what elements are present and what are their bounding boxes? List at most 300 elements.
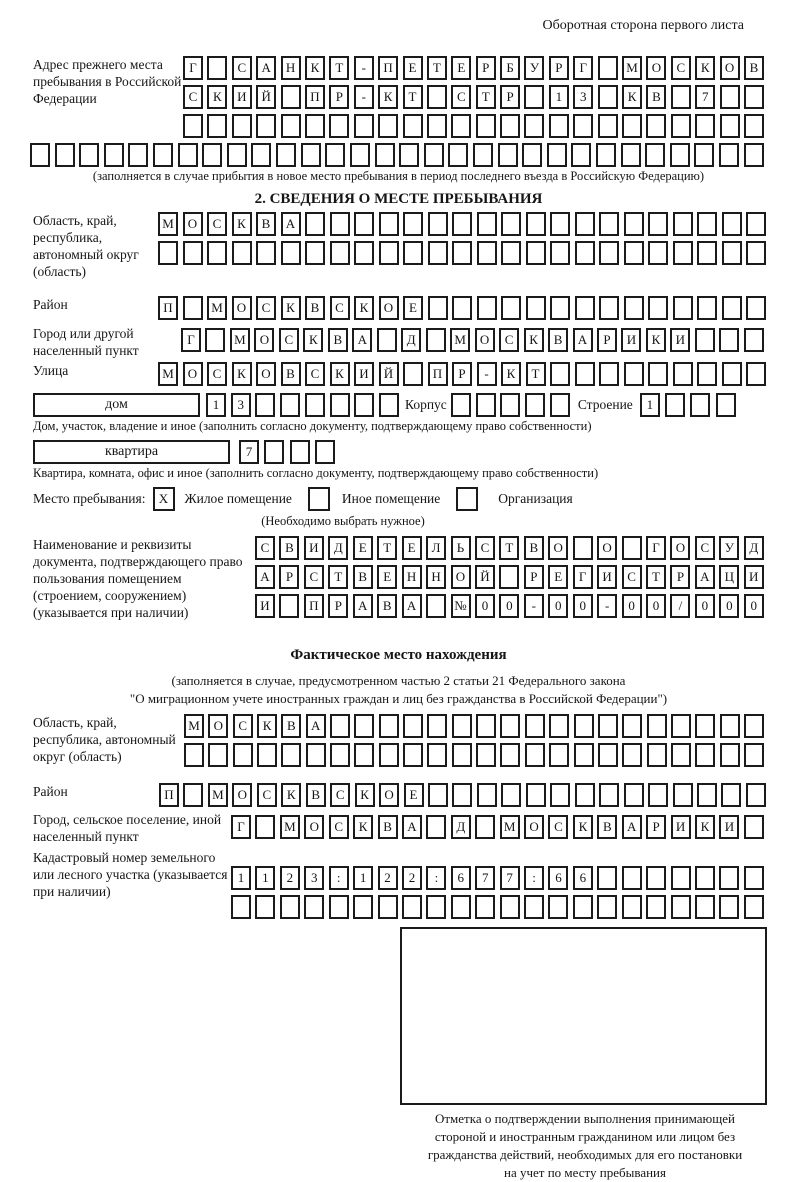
char-cell[interactable] — [231, 895, 251, 919]
char-cell[interactable]: Р — [452, 362, 472, 386]
char-cell[interactable]: С — [475, 536, 495, 560]
char-cell[interactable] — [598, 114, 618, 138]
char-cell[interactable] — [475, 815, 495, 839]
char-cell[interactable]: Й — [379, 362, 399, 386]
char-cell[interactable] — [183, 241, 203, 265]
char-cell[interactable]: - — [597, 594, 617, 618]
char-cell[interactable]: М — [500, 815, 520, 839]
char-cell[interactable] — [671, 85, 691, 109]
char-cell[interactable] — [227, 143, 247, 167]
char-cell[interactable]: А — [281, 212, 301, 236]
char-cell[interactable] — [280, 393, 300, 417]
char-cell[interactable]: 7 — [695, 85, 715, 109]
char-cell[interactable]: О — [304, 815, 324, 839]
char-cell[interactable]: Д — [328, 536, 348, 560]
char-cell[interactable] — [526, 783, 546, 807]
char-cell[interactable]: К — [257, 714, 277, 738]
char-cell[interactable] — [476, 743, 496, 767]
char-cell[interactable]: - — [524, 594, 544, 618]
char-cell[interactable]: А — [402, 594, 422, 618]
char-cell[interactable] — [501, 783, 521, 807]
char-cell[interactable] — [448, 143, 468, 167]
char-cell[interactable]: М — [184, 714, 204, 738]
char-cell[interactable] — [251, 143, 271, 167]
char-cell[interactable] — [428, 296, 448, 320]
char-cell[interactable]: 3 — [304, 866, 324, 890]
char-cell[interactable] — [330, 212, 350, 236]
char-cell[interactable] — [281, 241, 301, 265]
char-cell[interactable]: Д — [744, 536, 764, 560]
char-cell[interactable]: О — [451, 565, 471, 589]
char-cell[interactable] — [624, 783, 644, 807]
char-cell[interactable] — [452, 212, 472, 236]
char-cell[interactable] — [257, 743, 277, 767]
char-cell[interactable]: В — [328, 328, 348, 352]
char-cell[interactable] — [451, 895, 471, 919]
char-cell[interactable] — [500, 114, 520, 138]
char-cell[interactable]: А — [353, 594, 373, 618]
char-cell[interactable] — [599, 241, 619, 265]
char-cell[interactable] — [452, 241, 472, 265]
char-cell[interactable]: 0 — [622, 594, 642, 618]
char-cell[interactable]: С — [329, 815, 349, 839]
char-cell[interactable] — [379, 393, 399, 417]
char-cell[interactable]: Е — [377, 565, 397, 589]
char-cell[interactable] — [571, 143, 591, 167]
char-cell[interactable]: А — [402, 815, 422, 839]
char-cell[interactable]: Г — [231, 815, 251, 839]
char-cell[interactable]: А — [695, 565, 715, 589]
char-cell[interactable] — [744, 895, 764, 919]
char-cell[interactable] — [232, 241, 252, 265]
char-cell[interactable] — [477, 783, 497, 807]
char-cell[interactable] — [426, 895, 446, 919]
char-cell[interactable] — [428, 783, 448, 807]
char-cell[interactable] — [475, 895, 495, 919]
char-cell[interactable]: О — [379, 296, 399, 320]
char-cell[interactable] — [647, 714, 667, 738]
char-cell[interactable] — [671, 714, 691, 738]
char-cell[interactable] — [575, 212, 595, 236]
char-cell[interactable]: С — [207, 362, 227, 386]
char-cell[interactable]: С — [304, 565, 324, 589]
char-cell[interactable]: Р — [500, 85, 520, 109]
char-cell[interactable]: Е — [353, 536, 373, 560]
char-cell[interactable] — [722, 212, 742, 236]
char-cell[interactable]: 0 — [499, 594, 519, 618]
char-cell[interactable] — [183, 296, 203, 320]
char-cell[interactable]: В — [646, 85, 666, 109]
char-cell[interactable] — [597, 866, 617, 890]
char-cell[interactable] — [526, 212, 546, 236]
char-cell[interactable] — [232, 114, 252, 138]
char-cell[interactable] — [673, 296, 693, 320]
char-cell[interactable] — [549, 714, 569, 738]
char-cell[interactable] — [648, 241, 668, 265]
char-cell[interactable] — [208, 743, 228, 767]
char-cell[interactable]: Н — [426, 565, 446, 589]
char-cell[interactable] — [202, 143, 222, 167]
char-cell[interactable]: И — [671, 815, 691, 839]
char-cell[interactable] — [716, 393, 736, 417]
char-cell[interactable]: Ц — [719, 565, 739, 589]
char-cell[interactable]: Д — [451, 815, 471, 839]
char-cell[interactable] — [477, 241, 497, 265]
char-cell[interactable]: Е — [548, 565, 568, 589]
char-cell[interactable]: Н — [402, 565, 422, 589]
char-cell[interactable]: М — [207, 296, 227, 320]
char-cell[interactable] — [524, 114, 544, 138]
char-cell[interactable] — [280, 895, 300, 919]
char-cell[interactable] — [205, 328, 225, 352]
char-cell[interactable] — [403, 362, 423, 386]
char-cell[interactable] — [501, 296, 521, 320]
char-cell[interactable]: О — [646, 56, 666, 80]
char-cell[interactable] — [746, 212, 766, 236]
char-cell[interactable]: Г — [646, 536, 666, 560]
char-cell[interactable] — [671, 114, 691, 138]
char-cell[interactable] — [403, 743, 423, 767]
char-cell[interactable]: 0 — [548, 594, 568, 618]
char-cell[interactable] — [184, 743, 204, 767]
char-cell[interactable]: С — [622, 565, 642, 589]
char-cell[interactable] — [79, 143, 99, 167]
char-cell[interactable] — [746, 241, 766, 265]
char-cell[interactable] — [402, 895, 422, 919]
char-cell[interactable] — [499, 565, 519, 589]
char-cell[interactable] — [473, 143, 493, 167]
char-cell[interactable] — [744, 714, 764, 738]
char-cell[interactable] — [648, 212, 668, 236]
char-cell[interactable] — [183, 783, 203, 807]
char-cell[interactable]: С — [257, 783, 277, 807]
char-cell[interactable] — [744, 143, 764, 167]
char-cell[interactable] — [524, 895, 544, 919]
char-cell[interactable] — [697, 212, 717, 236]
char-cell[interactable] — [354, 393, 374, 417]
char-cell[interactable] — [525, 393, 545, 417]
char-cell[interactable] — [378, 114, 398, 138]
char-cell[interactable] — [622, 714, 642, 738]
char-cell[interactable] — [648, 362, 668, 386]
char-cell[interactable] — [624, 241, 644, 265]
char-cell[interactable]: С — [330, 296, 350, 320]
char-cell[interactable] — [498, 143, 518, 167]
char-cell[interactable]: 0 — [719, 594, 739, 618]
char-cell[interactable] — [233, 743, 253, 767]
char-cell[interactable]: О — [475, 328, 495, 352]
char-cell[interactable] — [500, 393, 520, 417]
char-cell[interactable]: 0 — [695, 594, 715, 618]
char-cell[interactable] — [573, 536, 593, 560]
char-cell[interactable] — [255, 815, 275, 839]
char-cell[interactable]: Р — [670, 565, 690, 589]
char-cell[interactable] — [424, 143, 444, 167]
char-cell[interactable] — [281, 85, 301, 109]
char-cell[interactable]: С — [279, 328, 299, 352]
char-cell[interactable]: - — [354, 85, 374, 109]
char-cell[interactable] — [353, 895, 373, 919]
char-cell[interactable] — [621, 143, 641, 167]
char-cell[interactable] — [622, 536, 642, 560]
char-cell[interactable] — [276, 143, 296, 167]
char-cell[interactable] — [720, 85, 740, 109]
char-cell[interactable] — [183, 114, 203, 138]
char-cell[interactable] — [55, 143, 75, 167]
char-cell[interactable] — [305, 393, 325, 417]
char-cell[interactable] — [575, 296, 595, 320]
char-cell[interactable]: У — [524, 56, 544, 80]
char-cell[interactable] — [476, 714, 496, 738]
char-cell[interactable]: 1 — [255, 866, 275, 890]
char-cell[interactable]: / — [670, 594, 690, 618]
char-cell[interactable] — [746, 296, 766, 320]
char-cell[interactable]: О — [597, 536, 617, 560]
char-cell[interactable]: 0 — [573, 594, 593, 618]
char-cell[interactable]: О — [208, 714, 228, 738]
char-cell[interactable] — [722, 241, 742, 265]
char-cell[interactable] — [697, 362, 717, 386]
char-cell[interactable] — [452, 714, 472, 738]
char-cell[interactable] — [329, 114, 349, 138]
char-cell[interactable] — [354, 114, 374, 138]
char-cell[interactable] — [281, 743, 301, 767]
char-cell[interactable]: Б — [500, 56, 520, 80]
char-cell[interactable] — [746, 783, 766, 807]
char-cell[interactable]: К — [207, 85, 227, 109]
char-cell[interactable] — [695, 114, 715, 138]
char-cell[interactable] — [744, 85, 764, 109]
char-cell[interactable] — [500, 714, 520, 738]
char-cell[interactable]: Г — [573, 56, 593, 80]
char-cell[interactable]: Л — [426, 536, 446, 560]
char-cell[interactable]: 1 — [353, 866, 373, 890]
char-cell[interactable] — [550, 296, 570, 320]
char-cell[interactable]: М — [208, 783, 228, 807]
char-cell[interactable] — [598, 56, 618, 80]
char-cell[interactable] — [330, 241, 350, 265]
char-cell[interactable] — [599, 212, 619, 236]
char-cell[interactable]: Г — [181, 328, 201, 352]
char-cell[interactable] — [646, 114, 666, 138]
char-cell[interactable]: : — [524, 866, 544, 890]
char-cell[interactable] — [671, 895, 691, 919]
char-cell[interactable]: И — [304, 536, 324, 560]
char-cell[interactable] — [599, 296, 619, 320]
char-cell[interactable] — [694, 143, 714, 167]
char-cell[interactable]: И — [744, 565, 764, 589]
char-cell[interactable]: 7 — [500, 866, 520, 890]
char-cell[interactable] — [575, 362, 595, 386]
char-cell[interactable] — [207, 56, 227, 80]
char-cell[interactable]: И — [670, 328, 690, 352]
char-cell[interactable]: 0 — [744, 594, 764, 618]
char-cell[interactable] — [153, 143, 173, 167]
char-cell[interactable]: Т — [526, 362, 546, 386]
char-cell[interactable] — [325, 143, 345, 167]
char-cell[interactable]: Ь — [451, 536, 471, 560]
char-cell[interactable]: Т — [646, 565, 666, 589]
char-cell[interactable]: 1 — [206, 393, 226, 417]
char-cell[interactable] — [695, 743, 715, 767]
char-cell[interactable] — [670, 143, 690, 167]
char-cell[interactable]: 0 — [475, 594, 495, 618]
char-cell[interactable] — [264, 440, 284, 464]
char-cell[interactable]: В — [524, 536, 544, 560]
char-cell[interactable] — [525, 743, 545, 767]
char-cell[interactable]: М — [280, 815, 300, 839]
char-cell[interactable] — [330, 393, 350, 417]
char-cell[interactable] — [207, 114, 227, 138]
char-cell[interactable] — [550, 362, 570, 386]
char-cell[interactable]: К — [281, 296, 301, 320]
char-cell[interactable] — [128, 143, 148, 167]
char-cell[interactable]: В — [353, 565, 373, 589]
char-cell[interactable] — [575, 241, 595, 265]
char-cell[interactable] — [525, 714, 545, 738]
char-cell[interactable] — [548, 895, 568, 919]
char-cell[interactable] — [744, 866, 764, 890]
char-cell[interactable]: В — [305, 296, 325, 320]
char-cell[interactable]: П — [158, 296, 178, 320]
char-cell[interactable] — [575, 783, 595, 807]
char-cell[interactable]: К — [330, 362, 350, 386]
char-cell[interactable]: С — [207, 212, 227, 236]
char-cell[interactable]: О — [256, 362, 276, 386]
char-cell[interactable] — [596, 143, 616, 167]
char-cell[interactable]: М — [158, 362, 178, 386]
char-cell[interactable]: Р — [646, 815, 666, 839]
char-cell[interactable] — [744, 328, 764, 352]
char-cell[interactable] — [207, 241, 227, 265]
char-cell[interactable] — [665, 393, 685, 417]
char-cell[interactable] — [673, 362, 693, 386]
char-cell[interactable] — [256, 114, 276, 138]
char-cell[interactable]: П — [305, 85, 325, 109]
char-cell[interactable] — [305, 114, 325, 138]
char-cell[interactable] — [671, 743, 691, 767]
char-cell[interactable] — [719, 895, 739, 919]
char-cell[interactable]: Н — [281, 56, 301, 80]
char-cell[interactable]: 6 — [451, 866, 471, 890]
char-cell[interactable] — [427, 743, 447, 767]
char-cell[interactable] — [426, 594, 446, 618]
char-cell[interactable] — [624, 296, 644, 320]
char-cell[interactable]: Т — [329, 56, 349, 80]
char-cell[interactable] — [501, 212, 521, 236]
char-cell[interactable] — [301, 143, 321, 167]
char-cell[interactable]: В — [597, 815, 617, 839]
char-cell[interactable]: Т — [476, 85, 496, 109]
char-cell[interactable] — [648, 783, 668, 807]
char-cell[interactable]: 1 — [640, 393, 660, 417]
char-cell[interactable]: Е — [404, 783, 424, 807]
char-cell[interactable] — [500, 895, 520, 919]
char-cell[interactable]: С — [548, 815, 568, 839]
char-cell[interactable]: А — [352, 328, 372, 352]
char-cell[interactable]: О — [670, 536, 690, 560]
char-cell[interactable]: В — [378, 815, 398, 839]
char-cell[interactable] — [256, 241, 276, 265]
char-cell[interactable] — [426, 815, 446, 839]
char-cell[interactable]: К — [232, 362, 252, 386]
char-cell[interactable] — [646, 866, 666, 890]
char-cell[interactable] — [379, 241, 399, 265]
char-cell[interactable] — [646, 895, 666, 919]
char-cell[interactable]: В — [281, 362, 301, 386]
char-cell[interactable] — [719, 328, 739, 352]
char-cell[interactable] — [524, 85, 544, 109]
char-cell[interactable]: А — [573, 328, 593, 352]
char-cell[interactable] — [622, 114, 642, 138]
char-cell[interactable] — [746, 362, 766, 386]
char-cell[interactable]: С — [255, 536, 275, 560]
char-cell[interactable] — [574, 714, 594, 738]
char-cell[interactable]: С — [499, 328, 519, 352]
char-cell[interactable]: К — [622, 85, 642, 109]
char-cell[interactable] — [673, 783, 693, 807]
char-cell[interactable]: К — [303, 328, 323, 352]
char-cell[interactable] — [622, 895, 642, 919]
char-cell[interactable] — [451, 393, 471, 417]
char-cell[interactable]: В — [281, 714, 301, 738]
char-cell[interactable] — [375, 143, 395, 167]
char-cell[interactable] — [697, 241, 717, 265]
char-cell[interactable]: Т — [403, 85, 423, 109]
char-cell[interactable] — [403, 212, 423, 236]
char-cell[interactable] — [255, 393, 275, 417]
char-cell[interactable]: Е — [403, 56, 423, 80]
char-cell[interactable]: О — [379, 783, 399, 807]
char-cell[interactable]: Р — [279, 565, 299, 589]
char-cell[interactable]: О — [232, 783, 252, 807]
char-cell[interactable]: К — [232, 212, 252, 236]
char-cell[interactable] — [598, 714, 618, 738]
char-cell[interactable] — [695, 328, 715, 352]
char-cell[interactable]: К — [378, 85, 398, 109]
char-cell[interactable]: О — [720, 56, 740, 80]
char-cell[interactable] — [671, 866, 691, 890]
char-cell[interactable]: Р — [524, 565, 544, 589]
char-cell[interactable] — [673, 241, 693, 265]
char-cell[interactable] — [30, 143, 50, 167]
char-cell[interactable]: И — [354, 362, 374, 386]
char-cell[interactable]: С — [451, 85, 471, 109]
char-cell[interactable] — [452, 783, 472, 807]
char-cell[interactable]: Е — [451, 56, 471, 80]
char-cell[interactable]: В — [548, 328, 568, 352]
char-cell[interactable] — [744, 114, 764, 138]
char-cell[interactable] — [378, 895, 398, 919]
char-cell[interactable] — [599, 362, 619, 386]
char-cell[interactable] — [500, 743, 520, 767]
char-cell[interactable]: 2 — [402, 866, 422, 890]
char-cell[interactable] — [526, 296, 546, 320]
char-cell[interactable] — [428, 241, 448, 265]
char-cell[interactable] — [427, 85, 447, 109]
char-cell[interactable] — [403, 114, 423, 138]
char-cell[interactable] — [549, 114, 569, 138]
char-cell[interactable] — [477, 296, 497, 320]
char-cell[interactable]: Р — [328, 594, 348, 618]
char-cell[interactable] — [722, 362, 742, 386]
char-cell[interactable] — [350, 143, 370, 167]
char-cell[interactable]: И — [719, 815, 739, 839]
char-cell[interactable] — [329, 895, 349, 919]
char-cell[interactable]: 3 — [573, 85, 593, 109]
char-cell[interactable] — [330, 743, 350, 767]
char-cell[interactable]: - — [354, 56, 374, 80]
